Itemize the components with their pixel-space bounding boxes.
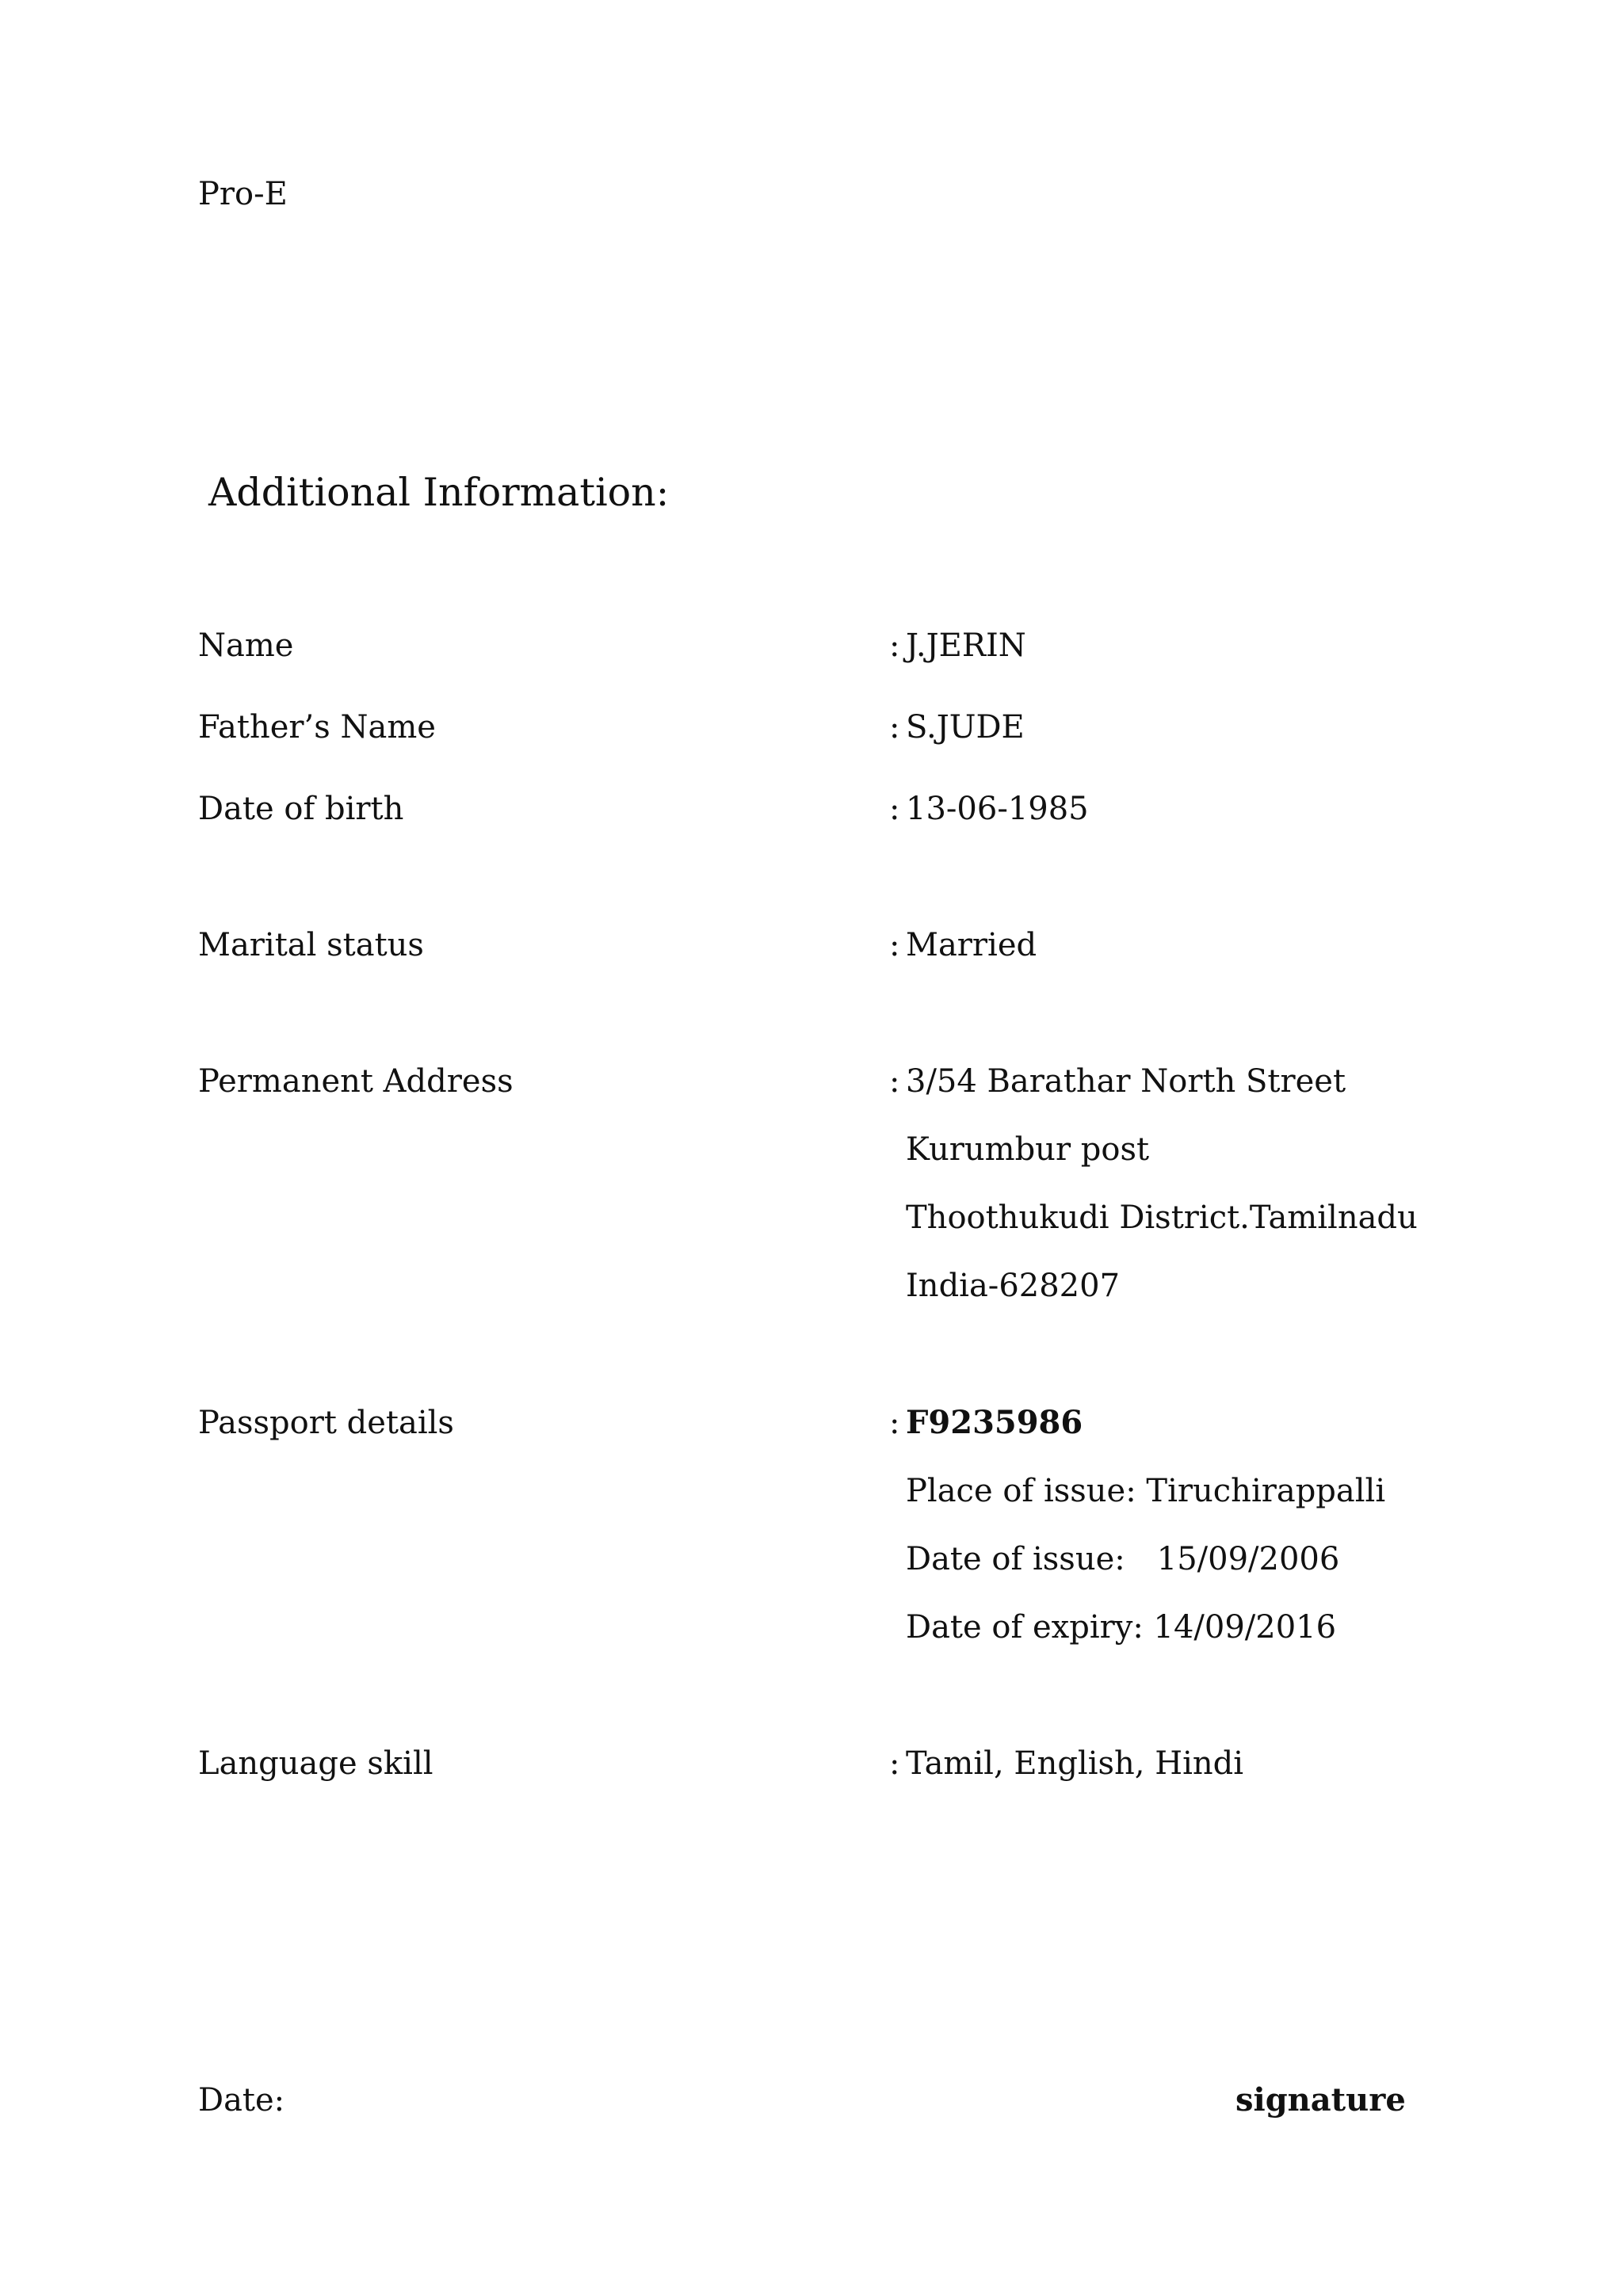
marital-status-value: Married <box>906 927 1037 963</box>
passport-date-of-issue-label: Date of issue: <box>906 1541 1125 1577</box>
marital-status-separator: : <box>889 927 900 963</box>
name-separator: : <box>889 627 900 664</box>
dob-label: Date of birth <box>198 791 404 827</box>
father-name-value: S.JUDE <box>906 709 1025 746</box>
passport-separator: : <box>889 1405 900 1441</box>
language-skill-separator: : <box>889 1745 900 1782</box>
passport-date-of-issue-row <box>906 1540 1339 1578</box>
passport-number: F9235986 <box>906 1404 1083 1441</box>
name-label: Name <box>198 627 294 664</box>
father-name-label: Father’s Name <box>198 709 436 746</box>
signature-label: signature <box>1235 2081 1406 2119</box>
section-title: Additional Information: <box>208 470 670 515</box>
address-separator: : <box>889 1063 900 1100</box>
address-label: Permanent Address <box>198 1063 514 1100</box>
address-line: India-628207 <box>906 1268 1121 1304</box>
dob-value: 13-06-1985 <box>906 791 1089 827</box>
father-name-separator: : <box>889 709 900 746</box>
name-value: J.JERIN <box>906 627 1026 664</box>
date-label: Date: <box>198 2082 285 2119</box>
language-skill-label: Language skill <box>198 1745 433 1782</box>
marital-status-label: Marital status <box>198 927 424 963</box>
dob-separator: : <box>889 791 900 827</box>
software-skill-text: Pro-E <box>198 176 288 212</box>
passport-date-of-issue-value: 15/09/2006 <box>1156 1541 1340 1577</box>
language-skill-value: Tamil, English, Hindi <box>906 1745 1244 1782</box>
passport-date-of-expiry: Date of expiry: 14/09/2016 <box>906 1609 1337 1646</box>
passport-label: Passport details <box>198 1405 454 1441</box>
address-line: Kurumbur post <box>906 1131 1150 1168</box>
passport-place-of-issue: Place of issue: Tiruchirappalli <box>906 1473 1386 1509</box>
address-line: Thoothukudi District.Tamilnadu <box>906 1199 1418 1236</box>
address-line: 3/54 Barathar North Street <box>906 1063 1346 1100</box>
